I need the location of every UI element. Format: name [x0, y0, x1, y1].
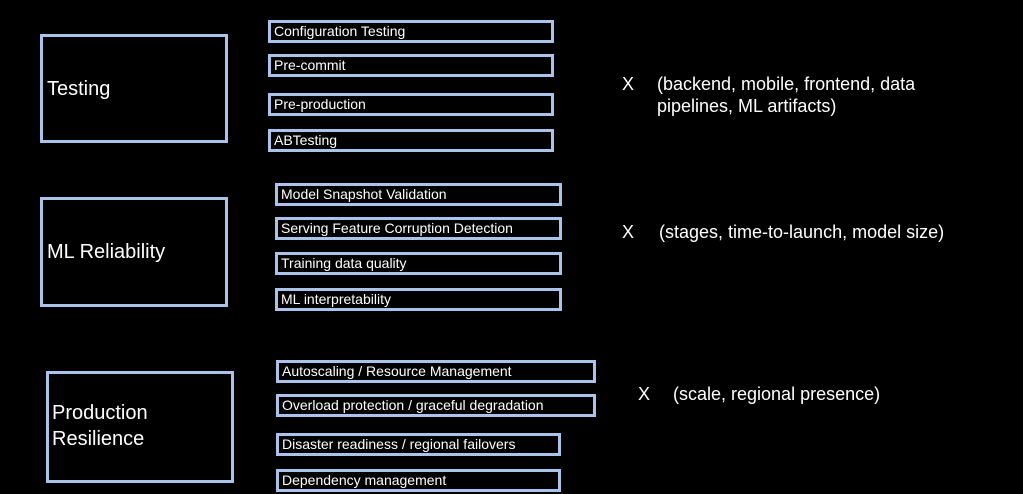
dimensions-ml-reliability: (stages, time-to-launch, model size)	[659, 222, 945, 242]
item-label: Training data quality	[281, 255, 407, 271]
item-box-ml-interpretability	[275, 288, 562, 311]
multiplier-x-testing: X	[622, 74, 635, 94]
item-box-configuration-testing	[268, 20, 554, 43]
item-label: Model Snapshot Validation	[281, 186, 447, 202]
item-label: Serving Feature Corruption Detection	[281, 220, 513, 236]
multiplier-x-ml-reliability: X	[622, 222, 635, 242]
item-box-serving-feature-corruption-detection	[275, 217, 562, 240]
item-label: Configuration Testing	[274, 23, 406, 39]
dimensions-production-resilience: (scale, regional presence)	[673, 384, 881, 404]
multiplier-x-production-resilience: X	[638, 384, 651, 404]
category-label-testing: Testing	[47, 78, 111, 100]
item-box-autoscaling-resource-management	[276, 360, 596, 383]
item-label: Pre-production	[274, 96, 366, 112]
item-box-dependency-management	[276, 469, 561, 492]
dimensions-testing: (backend, mobile, frontend, data pipelines, ML artifacts)	[657, 74, 916, 116]
item-box-training-data-quality	[275, 252, 562, 275]
item-label: Disaster readiness / regional failovers	[282, 436, 516, 452]
item-label: ABTesting	[274, 132, 338, 148]
item-box-pre-commit	[268, 54, 554, 77]
item-label: ML interpretability	[281, 291, 391, 307]
category-label-ml-reliability: ML Reliability	[47, 241, 166, 263]
item-box-overload-protection	[276, 394, 596, 417]
item-label: Overload protection / graceful degradation	[282, 397, 544, 413]
category-label-production-resilience: Production Resilience	[52, 402, 148, 450]
item-box-model-snapshot-validation	[275, 183, 562, 206]
item-box-disaster-readiness	[276, 433, 561, 456]
item-box-pre-production	[268, 93, 554, 116]
item-box-abtesting	[268, 129, 554, 152]
item-label: Dependency management	[282, 472, 447, 488]
item-label: Autoscaling / Resource Management	[282, 363, 512, 379]
item-label: Pre-commit	[274, 57, 346, 73]
